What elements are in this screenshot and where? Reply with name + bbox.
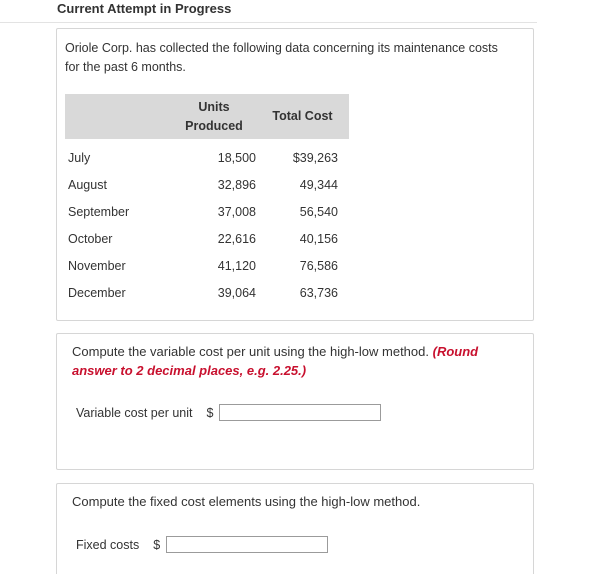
header-bar (0, 0, 537, 23)
table-row (65, 171, 349, 198)
cell-units: 37,008 (217, 204, 256, 219)
cell-cost: 49,344 (299, 177, 338, 192)
variable-cost-question (72, 342, 522, 380)
rounding-instruction: (Round answer to 2 decimal places, e.g. 2.25.) (72, 344, 479, 378)
dollar-sign: $ (206, 405, 214, 420)
fixed-cost-label: Fixed costs (76, 537, 140, 552)
dollar-sign: $ (153, 537, 161, 552)
cell-month: October (68, 231, 113, 246)
cell-cost: 63,736 (299, 285, 338, 300)
table-row (65, 198, 349, 225)
cell-cost: 40,156 (299, 231, 338, 246)
cell-month: September (68, 204, 130, 219)
cell-cost: 56,540 (299, 204, 338, 219)
cell-month: August (68, 177, 107, 192)
header-month (65, 94, 172, 139)
variable-cost-input[interactable] (219, 404, 381, 421)
cell-units: 41,120 (217, 258, 256, 273)
variable-cost-answer-row (76, 404, 381, 421)
cell-cost: $39,263 (292, 150, 338, 165)
cell-month: July (68, 150, 91, 165)
header-total-cost: Total Cost (256, 94, 349, 139)
variable-cost-prompt: Compute the variable cost per unit using the high-low method. (72, 344, 429, 359)
problem-panel (56, 28, 534, 321)
table-row (65, 225, 349, 252)
fixed-cost-question (72, 492, 522, 511)
variable-cost-label: Variable cost per unit (76, 405, 193, 420)
cell-units: 18,500 (217, 150, 256, 165)
variable-cost-question-panel (56, 333, 534, 470)
header-units-line2: Produced (185, 118, 243, 133)
cell-units: 22,616 (217, 231, 256, 246)
fixed-cost-answer-row (76, 536, 328, 553)
table-row (65, 252, 349, 279)
table-header-row (65, 94, 349, 139)
cell-units: 32,896 (217, 177, 256, 192)
cell-cost: 76,586 (299, 258, 338, 273)
cost-data-table (65, 94, 349, 306)
fixed-cost-input[interactable] (166, 536, 328, 553)
problem-intro: Oriole Corp. has collected the following data concerning its maintenance costs for the past 6 months. (65, 41, 498, 74)
table-row (65, 144, 349, 171)
cell-units: 39,064 (217, 285, 256, 300)
cell-month: December (68, 285, 126, 300)
fixed-cost-prompt: Compute the fixed cost elements using the high-low method. (72, 494, 421, 509)
fixed-cost-question-panel (56, 483, 534, 574)
page-title: Current Attempt in Progress (57, 1, 232, 16)
cell-month: November (68, 258, 126, 273)
header-units-produced (172, 94, 256, 139)
table-row (65, 279, 349, 306)
header-units-line1: Units (198, 99, 230, 114)
